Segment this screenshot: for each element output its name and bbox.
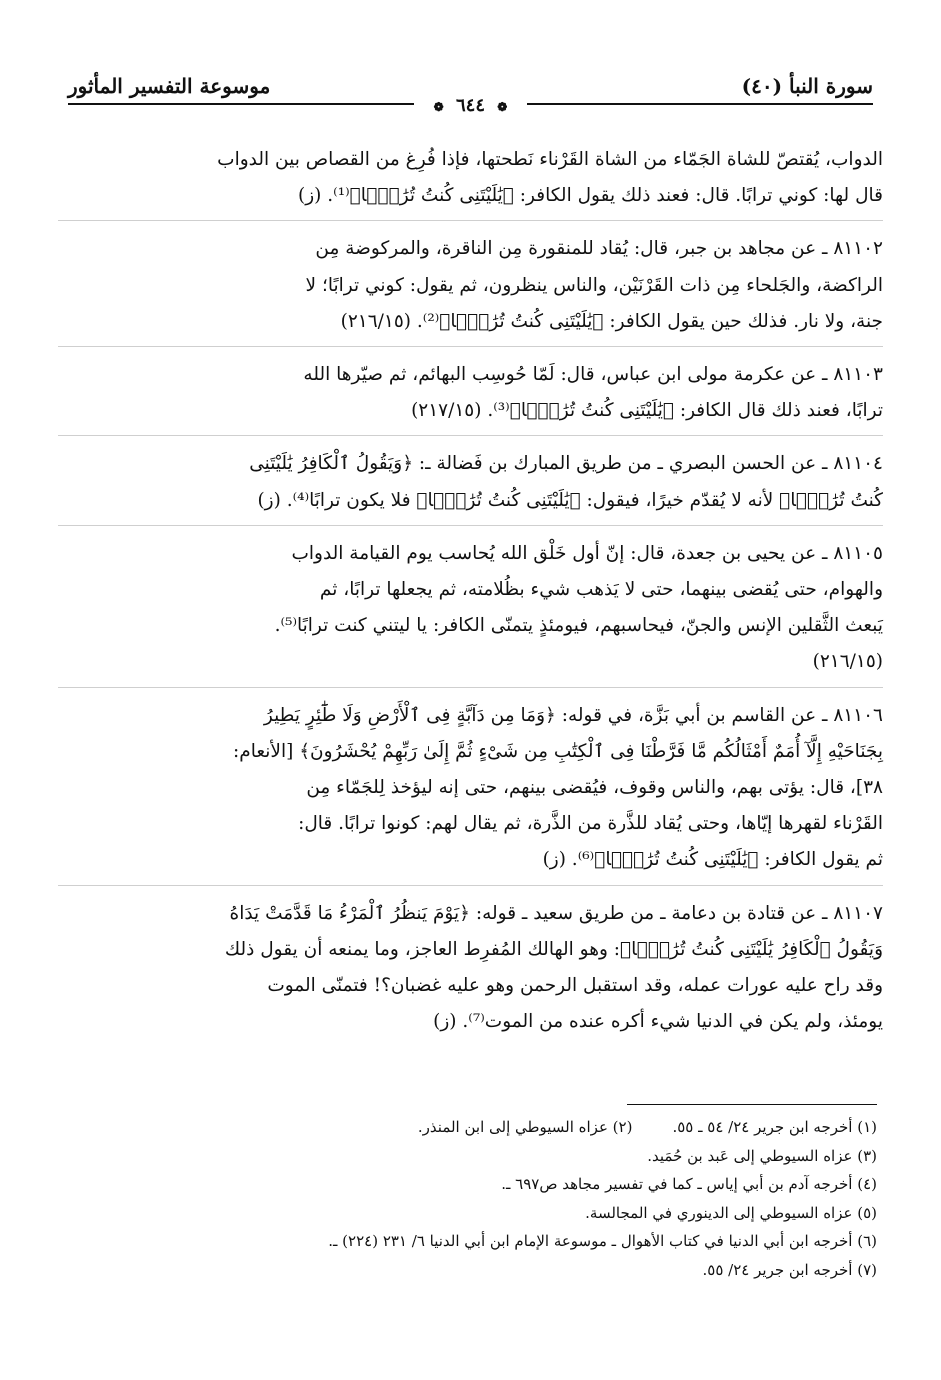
text-line: يَبعث الثَّقلين الإنس والجنّ، فيحاسبهم، فيومئذٍ يتمنّى الكافر: يا ليتني كنت ترابًا⁽⁵⁾. (274, 615, 883, 637)
text-line: ٨١١٠٢ ـ عن مجاهد بن جبر، قال: يُقاد للمنقورة مِن الناقرة، والمركوضة مِن (315, 238, 883, 260)
text-line: ٣٨]، قال: يؤتى بهم، والناس وقوف، فيُقضى بينهم، حتى إنه ليؤخذ لِلجَمّاء مِن (306, 777, 883, 799)
text-paragraph (58, 357, 883, 436)
text-paragraph (58, 896, 883, 1047)
text-line: وقد راح عليه عورات عمله، وقد استقبل الرحمن وهو عليه غضبان؟! فتمنّى الموت (267, 975, 883, 997)
text-line: بِجَنَاحَيْهِ إِلَّآ أُمَمٌ أَمْثَالُكُم مَّا فَرَّطْنَا فِى ٱلْكِتَٰبِ مِن شَىْءٍ ثُمَّ إِلَىٰ رَبِّهِمْ يُحْشَرُونَ﴾ [الأنعام: (233, 740, 883, 762)
ornament-icon: ❁ (497, 100, 508, 114)
text-line: قال لها: كوني ترابًا. قال: فعند ذلك يقول الكافر: ﴿يَٰلَيْتَنِى كُنتُ تُرَٰبًۢا﴾⁽¹⁾. (ز) (298, 185, 883, 207)
footnote-1: (١) أخرجه ابن جرير ٢٤/ ٥٤ ـ ٥٥. (672, 1118, 877, 1136)
text-line: وَيَقُولُ ٱلْكَافِرُ يَٰلَيْتَنِى كُنتُ تُرَٰبًۢا﴾: وهو الهالك المُفرِط العاجز، وما يمنعه أن يقول ذلك (224, 938, 883, 960)
footnotes (62, 1104, 877, 1284)
page-number (414, 95, 528, 116)
page-number-block (0, 95, 941, 116)
text-line: كُنتُ تُرَٰبًۢا﴾ لأنه لا يُقدّم خيرًا، فيقول: ﴿يَٰلَيْتَنِى كُنتُ تُرَٰبًۢا﴾ فلا يكون ترابًا⁽⁴⁾. (ز) (257, 489, 883, 511)
footnote-6: (٦) أخرجه ابن أبي الدنيا في كتاب الأهوال ـ موسوعة الإمام ابن أبي الدنيا ٦/ ٢٣١ (٢٢٤) ـ. (328, 1232, 877, 1250)
footnote-4: (٤) أخرجه آدم بن أبي إياس ـ كما في تفسير مجاهد ص٦٩٧ ـ. (501, 1175, 877, 1193)
text-line: القَرْناء لقهرها إيّاها، وحتى يُقاد للذَّرة من الذَّرة، ثم يقال لهم: كونوا ترابًا. قال: (298, 813, 883, 835)
text-line: الدواب، يُقتصّ للشاة الجَمّاء من الشاة القَرْناء نَطحتها، فإذا فُرِغ من القصاص بين الدواب (217, 149, 883, 170)
text-line: ٨١١٠٧ ـ عن قتادة بن دعامة ـ من طريق سعيد ـ قوله: ﴿يَوْمَ يَنظُرُ ٱلْمَرْءُ مَا قَدَّمَتْ يَدَاهُ (229, 902, 883, 924)
text-paragraph (58, 446, 883, 525)
text-line: (٢١٦/١٥) (812, 651, 883, 673)
text-paragraph (58, 536, 883, 688)
ornament-icon: ❁ (433, 100, 444, 114)
text-paragraph (58, 142, 883, 221)
footnote-5: (٥) عزاه السيوطي إلى الدينوري في المجالسة. (585, 1203, 877, 1222)
text-line: يومئذ، ولم يكن في الدنيا شيء أكره عنده من الموت⁽⁷⁾. (ز) (433, 1011, 883, 1033)
footnote-2: (٢) عزاه السيوطي إلى ابن المنذر. (417, 1118, 633, 1136)
text-line: ٨١١٠٤ ـ عن الحسن البصري ـ من طريق المبارك بن فَضالة ـ: ﴿وَيَقُولُ ٱلْكَافِرُ يَٰلَيْتَنِى (249, 453, 883, 475)
footnote-rule (627, 1104, 877, 1105)
footnote-7: (٧) أخرجه ابن جرير ٢٤/ ٥٥. (702, 1260, 877, 1279)
text-paragraph (58, 231, 883, 347)
footnote-row (62, 1113, 877, 1142)
main-text (58, 142, 883, 1056)
text-line: والهوام، حتى يُقضى بينهما، حتى لا يَذهب شيء بظُلامته، ثم يجعلها ترابًا، ثم (319, 579, 883, 601)
text-line: ثم يقول الكافر: ﴿يَٰلَيْتَنِى كُنتُ تُرَٰبًۢا﴾⁽⁶⁾. (ز) (542, 849, 883, 871)
book-title: موسوعة التفسير المأثور (68, 74, 271, 98)
text-line: الراكضة، والجَلحاء مِن ذات القَرْنَيْن، والناس ينظرون، ثم يقول: كوني ترابًا؛ لا (305, 274, 883, 296)
text-paragraph (58, 698, 883, 886)
text-line: ٨١١٠٥ ـ عن يحيى بن جعدة، قال: إنّ أول خَلْق الله يُحاسب يوم القيامة الدواب (291, 542, 883, 564)
footnote-3: (٣) عزاه السيوطي إلى عَبد بن حُمَيد. (647, 1146, 877, 1165)
page-number-text: ٦٤٤ (455, 95, 485, 116)
surah-title: سورة النبأ (٤٠) (741, 74, 873, 98)
text-line: ٨١١٠٣ ـ عن عكرمة مولى ابن عباس، قال: لَمّا حُوسِب البهائم، ثم صيّرها الله (303, 364, 883, 386)
text-line: جنة، ولا نار. فذلك حين يقول الكافر: ﴿يَٰلَيْتَنِى كُنتُ تُرَٰبًۢا﴾⁽²⁾. (٢١٦/١٥) (340, 310, 883, 332)
text-line: ٨١١٠٦ ـ عن القاسم بن أبي بَزَّة، في قوله: ﴿وَمَا مِن دَآبَّةٍ فِى ٱلْأَرْضِ وَلَا طَٰٓئِرٍ يَطِيرُ (263, 704, 883, 726)
text-line: ترابًا، فعند ذلك قال الكافر: ﴿يَٰلَيْتَنِى كُنتُ تُرَٰبًۢا﴾⁽³⁾. (٢١٧/١٥) (411, 400, 883, 422)
